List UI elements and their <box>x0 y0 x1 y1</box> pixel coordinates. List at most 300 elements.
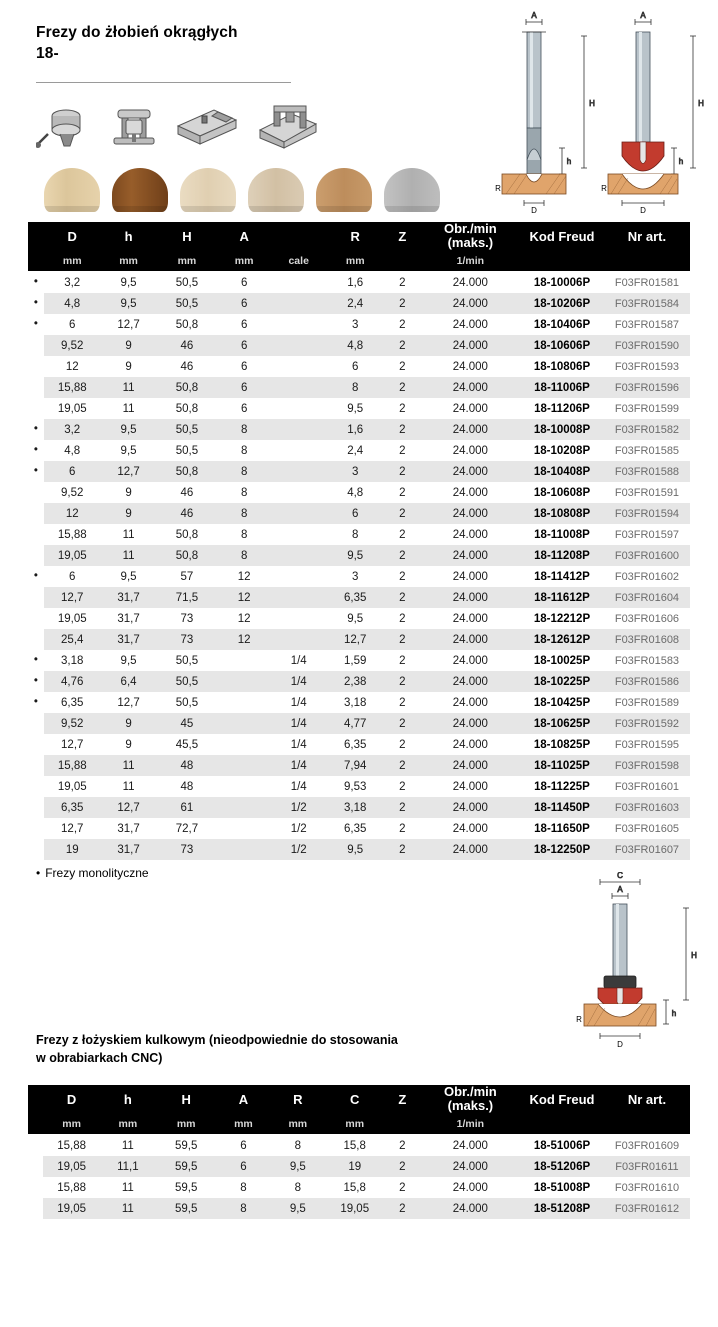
cell-H: 50,5 <box>175 675 199 688</box>
cell-obr: 24.000 <box>452 339 488 352</box>
material-plastic <box>384 168 440 212</box>
cell-h: 9,5 <box>120 277 137 289</box>
cell-Z: 2 <box>399 339 406 352</box>
cell-obr: 24.000 <box>452 318 488 331</box>
cell-H: 45,5 <box>175 738 199 751</box>
cell-Z: 2 <box>399 360 406 373</box>
cell-Z: 2 <box>399 277 406 289</box>
cell-nr: F03FR01603 <box>614 801 680 814</box>
cell-kod: 18-51208P <box>533 1202 591 1215</box>
cell-H: 46 <box>180 339 194 352</box>
cell-H: 50,5 <box>175 654 199 667</box>
cell-cale <box>271 545 327 566</box>
cell-h: 9 <box>125 738 132 751</box>
cell-h: 11 <box>121 1181 134 1194</box>
cell-H: 59,5 <box>174 1160 198 1173</box>
cell-cale <box>271 419 327 440</box>
cell-Z: 2 <box>399 507 406 520</box>
cell-cale <box>271 314 327 335</box>
cell-d: 19,05 <box>57 780 87 793</box>
svg-text:h: h <box>671 1009 677 1018</box>
table2-unit-d: mm <box>43 1113 100 1135</box>
svg-text:A: A <box>531 11 537 20</box>
svg-text:D: D <box>640 206 646 215</box>
cell-R: 9,5 <box>347 843 364 856</box>
cell-H: 50,8 <box>175 381 199 394</box>
cell-kod: 18-12612P <box>533 633 591 646</box>
cell-R: 12,7 <box>344 633 367 646</box>
cell-kod: 18-10608P <box>533 486 591 499</box>
cell-A: 12 <box>237 612 251 625</box>
cell-d: 19,05 <box>57 1160 86 1173</box>
material-softwood <box>44 168 100 212</box>
cell-A <box>217 755 271 776</box>
cell-obr: 24.000 <box>452 717 488 730</box>
cell-Z: 2 <box>399 654 406 667</box>
cell-kod: 18-10806P <box>533 360 591 373</box>
cell-R: 8 <box>294 1181 302 1194</box>
table2-unit-z <box>384 1113 421 1135</box>
table-row <box>28 503 690 524</box>
cell-A <box>217 671 271 692</box>
cell-d: 15,88 <box>57 1181 86 1194</box>
table1-unit-row <box>28 250 690 272</box>
cell-d: 6,35 <box>61 801 84 814</box>
row-bullet-icon: • <box>28 440 44 461</box>
row-bullet-icon: • <box>28 566 44 587</box>
row-bullet-icon <box>28 356 44 377</box>
cell-kod: 18-10625P <box>533 717 591 730</box>
cell-kod: 18-10808P <box>533 507 591 520</box>
cell-nr: F03FR01585 <box>614 444 680 457</box>
cell-nr: F03FR01596 <box>614 381 680 394</box>
cell-kod: 18-10206P <box>533 297 591 310</box>
cell-kod: 18-11008P <box>534 528 590 541</box>
cell-H: 50,8 <box>175 402 199 415</box>
cell-nr: F03FR01587 <box>614 318 680 331</box>
cell-cale <box>271 503 327 524</box>
cell-H: 71,5 <box>175 591 199 604</box>
table-row <box>28 1198 690 1219</box>
cell-nr: F03FR01593 <box>614 360 680 373</box>
cell-Z: 2 <box>399 1140 406 1152</box>
cell-Z: 2 <box>399 528 406 541</box>
cell-kod: 18-11208P <box>534 549 590 562</box>
cell-h: 31,7 <box>117 612 140 625</box>
cell-nr: F03FR01583 <box>614 654 680 667</box>
cell-C: 15,8 <box>343 1140 366 1152</box>
cell-nr: F03FR01601 <box>614 780 680 793</box>
svg-text:H: H <box>691 951 697 960</box>
cell-cale <box>271 356 327 377</box>
cell-obr: 24.000 <box>452 277 488 289</box>
table1-unit-art <box>604 250 690 272</box>
cell-R: 1,6 <box>347 277 364 289</box>
cell-H: 59,5 <box>174 1140 198 1152</box>
cell-obr: 24.000 <box>452 381 488 394</box>
cell-d: 6 <box>69 318 76 331</box>
table-row <box>28 671 690 692</box>
cell-nr: F03FR01612 <box>614 1202 680 1215</box>
cell-obr: 24.000 <box>452 1181 488 1194</box>
cell-h: 11 <box>121 1202 134 1215</box>
cell-h: 9 <box>125 360 132 373</box>
table-row <box>28 734 690 755</box>
cell-R: 3,18 <box>344 696 367 709</box>
cell-h: 31,7 <box>117 822 140 835</box>
cell-h: 11 <box>122 780 135 793</box>
cell-cale <box>271 398 327 419</box>
row-bullet-icon <box>28 797 44 818</box>
cell-d: 6 <box>69 570 76 583</box>
cell-R: 9,5 <box>289 1202 306 1215</box>
row-bullet-icon <box>28 608 44 629</box>
cell-d: 12,7 <box>61 822 84 835</box>
material-chipboard <box>248 168 304 212</box>
cell-Z: 2 <box>399 549 406 562</box>
cell-R: 6,35 <box>344 738 367 751</box>
table2-header-row <box>28 1085 690 1113</box>
cell-Z: 2 <box>399 402 406 415</box>
cell-A: 6 <box>240 318 248 331</box>
cell-d: 12 <box>65 507 79 520</box>
cell-cale <box>271 377 327 398</box>
table-row <box>28 776 690 797</box>
row-bullet-icon <box>28 1135 43 1156</box>
cell-kod: 18-12250P <box>533 843 591 856</box>
row-bullet-icon <box>28 776 44 797</box>
cell-d: 9,52 <box>61 486 84 499</box>
cell-d: 4,76 <box>61 675 84 688</box>
cell-cale <box>271 629 327 650</box>
cell-d: 3,18 <box>61 654 84 667</box>
row-bullet-icon <box>28 377 44 398</box>
table-row <box>28 293 690 314</box>
spec-table-bearing <box>28 1085 690 1219</box>
table-row <box>28 1156 690 1177</box>
cell-obr: 24.000 <box>452 1202 488 1215</box>
table-row <box>28 755 690 776</box>
cell-kod: 18-51008P <box>533 1181 591 1194</box>
row-bullet-icon: • <box>28 419 44 440</box>
cell-H: 48 <box>180 759 194 772</box>
cell-h: 11 <box>122 402 135 415</box>
table2-header-H: H <box>156 1085 217 1113</box>
table-row <box>28 314 690 335</box>
cell-obr: 24.000 <box>452 591 488 604</box>
svg-text:R: R <box>495 184 501 193</box>
cell-obr: 24.000 <box>452 1160 488 1173</box>
cell-R: 6 <box>352 360 359 373</box>
cell-kod: 18-11612P <box>534 591 590 604</box>
cell-obr: 24.000 <box>452 612 488 625</box>
table-row <box>28 524 690 545</box>
cell-cale: 1/4 <box>290 717 307 730</box>
row-bullet-icon <box>28 734 44 755</box>
row-bullet-icon <box>28 713 44 734</box>
cell-Z: 2 <box>399 444 406 457</box>
cell-obr: 24.000 <box>452 528 488 541</box>
cell-h: 12,7 <box>117 801 140 814</box>
cell-R: 3,18 <box>344 801 367 814</box>
cell-cale <box>271 293 327 314</box>
cell-A: 12 <box>237 633 251 646</box>
cell-R: 7,94 <box>344 759 367 772</box>
table1-header-H: H <box>156 222 217 250</box>
cell-cale: 1/2 <box>290 801 307 814</box>
row-bullet-icon <box>28 482 44 503</box>
section2-title <box>36 1031 516 1067</box>
cell-kod: 18-11650P <box>534 822 590 835</box>
cell-C: 19,05 <box>340 1202 370 1215</box>
cell-d: 12 <box>65 360 79 373</box>
row-bullet-icon: • <box>28 314 44 335</box>
cell-H: 46 <box>180 360 194 373</box>
cell-h: 6,4 <box>120 675 137 688</box>
cell-h: 11,1 <box>117 1160 139 1173</box>
cell-obr: 24.000 <box>452 486 488 499</box>
cell-R: 9,5 <box>289 1160 306 1173</box>
footnote-bullet-icon: • <box>36 866 41 880</box>
table2-header-art: Nr art. <box>604 1085 690 1113</box>
cell-R: 4,77 <box>344 717 367 730</box>
cell-Z: 2 <box>399 591 406 604</box>
cell-Z: 2 <box>399 843 406 856</box>
table-row <box>28 272 690 293</box>
cell-obr: 24.000 <box>452 444 488 457</box>
cell-R: 4,8 <box>347 486 364 499</box>
cell-A: 12 <box>237 570 251 583</box>
cell-A <box>217 818 271 839</box>
table1-header-rpm-line1: Obr./min <box>444 221 497 237</box>
cell-H: 73 <box>180 843 194 856</box>
cell-R: 9,5 <box>347 612 364 625</box>
cell-H: 48 <box>180 780 194 793</box>
cell-h: 12,7 <box>117 696 140 709</box>
cell-d: 12,7 <box>61 591 84 604</box>
application-pictograms <box>36 94 296 150</box>
cell-Z: 2 <box>399 738 406 751</box>
row-bullet-icon: • <box>28 650 44 671</box>
cell-nr: F03FR01584 <box>614 297 680 310</box>
row-bullet-icon <box>28 503 44 524</box>
cell-A: 8 <box>240 465 248 478</box>
cell-kod: 18-10025P <box>533 654 591 667</box>
handheld-router-icon <box>36 104 94 150</box>
cell-R: 2,4 <box>347 444 364 457</box>
cell-kod: 18-10225P <box>533 675 591 688</box>
cell-Z: 2 <box>399 1181 406 1194</box>
cell-h: 31,7 <box>117 591 140 604</box>
table2-header-c: C <box>325 1085 384 1113</box>
table-row <box>28 461 690 482</box>
svg-text:A: A <box>640 11 646 20</box>
table-row <box>28 482 690 503</box>
cell-H: 50,8 <box>175 528 199 541</box>
cell-R: 4,8 <box>347 339 364 352</box>
row-bullet-icon <box>28 839 44 860</box>
table1-unit-cale: cale <box>271 250 327 272</box>
table-row <box>28 629 690 650</box>
cell-h: 11 <box>122 528 135 541</box>
cell-d: 6,35 <box>61 696 84 709</box>
cell-d: 15,88 <box>57 381 87 394</box>
table-row <box>28 650 690 671</box>
table1-header-z: Z <box>384 222 421 250</box>
cell-nr: F03FR01582 <box>614 423 680 436</box>
cell-nr: F03FR01586 <box>614 675 680 688</box>
cell-A <box>217 692 271 713</box>
cell-obr: 24.000 <box>452 423 488 436</box>
cell-obr: 24.000 <box>452 654 488 667</box>
cell-A: 6 <box>240 297 248 310</box>
cell-d: 9,52 <box>61 339 84 352</box>
table-row <box>28 818 690 839</box>
cell-Z: 2 <box>399 1202 406 1215</box>
table2-header-z: Z <box>384 1085 421 1113</box>
table-row <box>28 608 690 629</box>
cell-A <box>217 797 271 818</box>
page-title-line2: 18- <box>36 45 59 63</box>
material-swatches <box>44 168 440 212</box>
svg-text:h: h <box>566 157 572 166</box>
cell-cale <box>271 482 327 503</box>
cell-A: 8 <box>240 507 248 520</box>
table2-header-d: D <box>43 1085 100 1113</box>
cell-kod: 18-11006P <box>534 381 590 394</box>
cell-h: 11 <box>122 759 135 772</box>
cell-Z: 2 <box>399 675 406 688</box>
section2-title-line2: w obrabiarkach CNC) <box>36 1051 163 1066</box>
cell-R: 3 <box>352 318 359 331</box>
row-bullet-icon: • <box>28 671 44 692</box>
cell-cale <box>271 461 327 482</box>
cell-nr: F03FR01597 <box>614 528 680 541</box>
cell-h: 31,7 <box>117 633 140 646</box>
cell-H: 72,7 <box>175 822 199 835</box>
table1-header-row <box>28 222 690 250</box>
page-title-line1: Frezy do żłobień okrągłych <box>36 24 238 41</box>
cell-h: 9 <box>125 507 132 520</box>
cell-A: 12 <box>237 591 251 604</box>
cell-H: 50,5 <box>175 696 199 709</box>
cell-obr: 24.000 <box>452 570 488 583</box>
cell-d: 4,8 <box>64 297 81 310</box>
svg-text:A: A <box>617 885 623 894</box>
cell-nr: F03FR01609 <box>614 1140 680 1152</box>
cell-nr: F03FR01598 <box>614 759 680 772</box>
table2-bullet-header <box>28 1085 43 1113</box>
cell-R: 8 <box>352 528 359 541</box>
cell-nr: F03FR01594 <box>614 507 680 520</box>
cell-A: 6 <box>240 339 248 352</box>
table-row <box>28 797 690 818</box>
cell-R: 9,5 <box>347 402 364 415</box>
cnc-machine-icon <box>254 104 320 150</box>
cell-obr: 24.000 <box>452 675 488 688</box>
cell-cale: 1/4 <box>290 759 307 772</box>
cell-d: 19,05 <box>57 1202 86 1215</box>
cell-cale: 1/4 <box>290 675 307 688</box>
row-bullet-icon <box>28 335 44 356</box>
cell-obr: 24.000 <box>452 843 488 856</box>
svg-text:D: D <box>531 206 537 215</box>
cell-H: 57 <box>180 570 194 583</box>
cell-nr: F03FR01589 <box>614 696 680 709</box>
cell-kod: 18-10406P <box>533 318 591 331</box>
cell-kod: 18-11225P <box>534 780 590 793</box>
plunge-router-icon <box>108 104 160 150</box>
table1-unit-H: mm <box>156 250 217 272</box>
cell-nr: F03FR01581 <box>614 277 680 289</box>
cell-A <box>217 734 271 755</box>
table2-header-code: Kod Freud <box>520 1085 604 1113</box>
svg-text:R: R <box>576 1015 582 1024</box>
cell-obr: 24.000 <box>452 549 488 562</box>
cell-kod: 18-10606P <box>533 339 591 352</box>
table1-unit-h: mm <box>101 250 157 272</box>
cell-R: 6,35 <box>344 591 367 604</box>
cell-R: 3 <box>352 570 359 583</box>
material-plywood <box>180 168 236 212</box>
table2-unit-h: mm <box>100 1113 156 1135</box>
material-hardwood <box>112 168 168 212</box>
cell-A: 8 <box>240 549 248 562</box>
cell-A: 6 <box>240 1140 247 1152</box>
cell-H: 61 <box>180 801 194 814</box>
table1-header-art: Nr art. <box>604 222 690 250</box>
cell-d: 25,4 <box>61 633 84 646</box>
cell-Z: 2 <box>399 780 406 793</box>
cell-A: 8 <box>240 423 248 436</box>
cell-R: 6,35 <box>344 822 367 835</box>
cell-nr: F03FR01602 <box>614 570 680 583</box>
cell-H: 50,8 <box>175 465 199 478</box>
table1-unit-z <box>384 250 421 272</box>
cell-kod: 18-10408P <box>533 465 591 478</box>
cell-d: 4,8 <box>64 444 81 457</box>
cell-d: 19,05 <box>57 549 87 562</box>
cell-obr: 24.000 <box>452 738 488 751</box>
cell-cale <box>271 524 327 545</box>
cell-cale <box>271 272 327 293</box>
cell-h: 9,5 <box>120 423 137 436</box>
cell-nr: F03FR01590 <box>614 339 680 352</box>
spec-table-monolithic <box>28 222 690 860</box>
cell-H: 50,5 <box>175 423 199 436</box>
cell-cale <box>271 566 327 587</box>
cell-kod: 18-51206P <box>533 1160 591 1173</box>
cell-cale <box>271 335 327 356</box>
table-row <box>28 356 690 377</box>
cell-nr: F03FR01606 <box>614 612 680 625</box>
table-row <box>28 692 690 713</box>
cell-A <box>217 839 271 860</box>
cell-Z: 2 <box>399 822 406 835</box>
cell-H: 50,8 <box>175 549 199 562</box>
svg-text:H: H <box>589 99 595 108</box>
cell-h: 9,5 <box>120 570 137 583</box>
cell-nr: F03FR01608 <box>614 633 680 646</box>
cell-kod: 18-11025P <box>534 759 590 772</box>
table2-unit-a: mm <box>217 1113 271 1135</box>
cell-Z: 2 <box>399 318 406 331</box>
row-bullet-icon <box>28 545 44 566</box>
cell-Z: 2 <box>399 297 406 310</box>
table-row <box>28 440 690 461</box>
table1-header-d: D <box>44 222 101 250</box>
cell-Z: 2 <box>399 633 406 646</box>
